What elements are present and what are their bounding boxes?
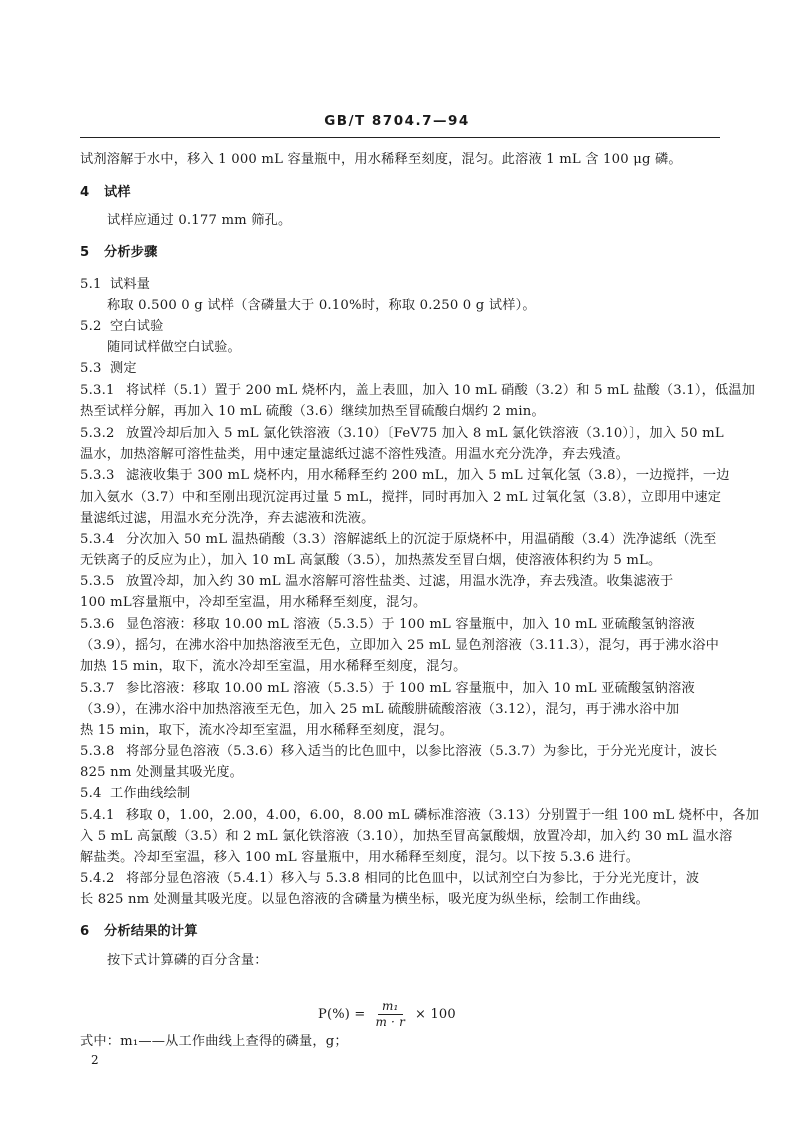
clause-number: 5.3.4 [80, 532, 115, 547]
formula-numerator: m₁ [378, 999, 403, 1015]
clause-line [80, 572, 720, 592]
clause-number: 5.3.6 [80, 617, 115, 632]
text-line [80, 657, 720, 677]
text-line [80, 721, 720, 741]
line-text: 热 15 min，取下，流水冷却至室温，用水稀释至刻度，混匀。 [80, 723, 454, 738]
line-text: （3.9），摇匀，在沸水浴中加热溶液至无色，立即加入 25 mL 显色剂溶液（3.11.3），混匀，再于沸水浴中 [80, 638, 720, 653]
text-line [80, 488, 720, 508]
clause-line [80, 275, 720, 295]
clause-line [80, 679, 720, 699]
clause-line [80, 424, 724, 444]
line-text: 试剂溶解于水中，移入 1 000 mL 容量瓶中，用水稀释至刻度，混匀。此溶液 1 mL 含 100 μg 磷。 [80, 152, 682, 167]
text-line [107, 211, 747, 231]
line-text: 式中：m₁——从工作曲线上查得的磷量，g； [80, 1034, 348, 1049]
line-text: 量滤纸过滤，用温水充分洗净，弃去滤液和洗液。 [80, 511, 375, 526]
line-text: 加热 15 min，取下，流水冷却至室温，用水稀释至刻度，混匀。 [80, 659, 467, 674]
line-text: 入 5 mL 高氯酸（3.5）和 2 mL 氯化铁溶液（3.10），加热至冒高氯酸烟，放置冷却，加入约 30 mL 温水溶 [80, 829, 733, 844]
line-text: 温水，加热溶解可溶性盐类，用中速定量滤纸过滤不溶性残渣。用温水充分洗净，弃去残渣。 [80, 447, 629, 462]
section-heading [80, 243, 720, 263]
line-text: 无铁离子的反应为止），加入 10 mL 高氯酸（3.5），加热蒸发至冒白烟，使溶液体积约为 5 mL。 [80, 553, 662, 568]
text-line [80, 700, 720, 720]
text-line [80, 848, 720, 868]
line-text: 解盐类。冷却至室温，移入 100 mL 容量瓶中，用水稀释至刻度，混匀。以下按 5.3.6 进行。 [80, 850, 640, 865]
line-text: 放置冷却，加入约 30 mL 温水溶解可溶性盐类、过滤，用温水洗净，弃去残渣。收集滤液于 [126, 574, 674, 589]
text-line [107, 296, 747, 316]
line-text: 移取 0，1.00，2.00，4.00，6.00，8.00 mL 磷标准溶液（3.13）分别置于一组 100 mL 烧杯中，各加 [126, 808, 760, 823]
line-text: 工作曲线绘制 [110, 786, 191, 801]
text-line [80, 150, 720, 170]
line-text: （3.9），在沸水浴中加热溶液至无色，加入 25 mL 硫酸肼硫酸溶液（3.12），混匀，再于沸水浴中加 [80, 702, 680, 717]
line-text: 空白试验 [110, 319, 164, 334]
line-text: 显色溶液：移取 10.00 mL 溶液（5.3.5）于 100 mL 容量瓶中，加入 10 mL 亚硫酸氢钠溶液 [126, 617, 695, 632]
clause-number: 5.3.7 [80, 681, 115, 696]
clause-number: 5.3.2 [80, 426, 115, 441]
text-line [80, 551, 720, 571]
page-number: 2 [91, 1053, 99, 1067]
clause-number: 5.4.2 [80, 871, 115, 886]
text-line [80, 636, 720, 656]
line-text: 将试样（5.1）置于 200 mL 烧杯内，盖上表皿，加入 10 mL 硝酸（3.2）和 5 mL 盐酸（3.1），低温加 [126, 383, 756, 398]
clause-line [80, 317, 720, 337]
phosphorus-formula [318, 996, 456, 1032]
formula-lhs: P(%) = [318, 1006, 366, 1022]
clause-line [80, 530, 720, 550]
line-text: 加入氨水（3.7）中和至刚出现沉淀再过量 5 mL，搅拌，同时再加入 2 mL 过氧化氢（3.8），立即用中速定 [80, 490, 722, 505]
clause-line [80, 381, 756, 401]
clause-number: 5.3 [80, 361, 102, 376]
clause-number: 6 [80, 924, 90, 939]
line-text: 按下式计算磷的百分含量： [107, 953, 268, 968]
clause-number: 5.3.8 [80, 744, 115, 759]
text-line [80, 890, 720, 910]
clause-line [80, 806, 760, 826]
text-line [107, 951, 747, 971]
text-line [80, 402, 720, 422]
header-rule [80, 137, 720, 138]
clause-line [80, 359, 720, 379]
line-text: 随同试样做空白试验。 [107, 340, 241, 355]
line-text: 试料量 [110, 277, 151, 292]
line-text: 将部分显色溶液（5.3.6）移入适当的比色皿中，以参比溶液（5.3.7）为参比，于分光光度计，波长 [126, 744, 718, 759]
clause-number: 5.2 [80, 319, 102, 334]
clause-line [80, 869, 720, 889]
clause-line [80, 466, 730, 486]
line-text: 长 825 nm 处测量其吸光度。以显色溶液的含磷量为横坐标，吸光度为纵坐标，绘制工作曲线。 [80, 892, 650, 907]
clause-number: 5 [80, 245, 90, 260]
line-text: 滤液收集于 300 mL 烧杯内，用水稀释至约 200 mL，加入 5 mL 过氧化氢（3.8），一边搅拌，一边 [126, 468, 730, 483]
clause-number: 5.4.1 [80, 808, 115, 823]
standard-header: GB/T 8704.7—94 [324, 113, 470, 129]
formula-fraction [371, 999, 409, 1030]
line-text: 将部分显色溶液（5.4.1）移入与 5.3.8 相同的比色皿中，以试剂空白为参比，于分光光度计，波 [126, 871, 700, 886]
text-line [80, 509, 720, 529]
clause-number: 5.3.1 [80, 383, 115, 398]
line-text: 分次加入 50 mL 温热硝酸（3.3）溶解滤纸上的沉淀于原烧杯中，用温硝酸（3.4）洗净滤纸（洗至 [126, 532, 717, 547]
clause-line [80, 784, 720, 804]
line-text: 100 mL容量瓶中，冷却至室温，用水稀释至刻度，混匀。 [80, 595, 427, 610]
clause-number: 5.4 [80, 786, 102, 801]
line-text: 热至试样分解，再加入 10 mL 硫酸（3.6）继续加热至冒硫酸白烟约 2 min。 [80, 404, 545, 419]
section-heading [80, 922, 720, 942]
clause-number: 5.3.5 [80, 574, 115, 589]
line-text: 参比溶液：移取 10.00 mL 溶液（5.3.5）于 100 mL 容量瓶中，加入 10 mL 亚硫酸氢钠溶液 [126, 681, 695, 696]
text-line [80, 445, 720, 465]
text-line [80, 763, 720, 783]
text-line [80, 827, 733, 847]
clause-line [80, 742, 720, 762]
section-heading [80, 183, 720, 203]
text-line [80, 1032, 720, 1052]
line-text: 分析结果的计算 [104, 924, 198, 939]
line-text: 试样应通过 0.177 mm 筛孔。 [107, 213, 292, 228]
line-text: 分析步骤 [104, 245, 158, 260]
line-text: 测定 [110, 361, 137, 376]
text-line [107, 338, 747, 358]
clause-line [80, 615, 720, 635]
line-text: 试样 [104, 185, 131, 200]
line-text: 放置冷却后加入 5 mL 氯化铁溶液（3.10）〔FeV75 加入 8 mL 氯化铁溶液（3.10）〕，加入 50 mL [126, 426, 724, 441]
clause-number: 4 [80, 185, 90, 200]
clause-number: 5.3.3 [80, 468, 115, 483]
line-text: 825 nm 处测量其吸光度。 [80, 765, 244, 780]
line-text: 称取 0.500 0 g 试样（含磷量大于 0.10%时，称取 0.250 0 g 试样）。 [107, 298, 536, 313]
text-line [80, 593, 720, 613]
formula-denominator: m · r [375, 1014, 406, 1029]
clause-number: 5.1 [80, 277, 102, 292]
formula-rhs: × 100 [415, 1006, 456, 1022]
